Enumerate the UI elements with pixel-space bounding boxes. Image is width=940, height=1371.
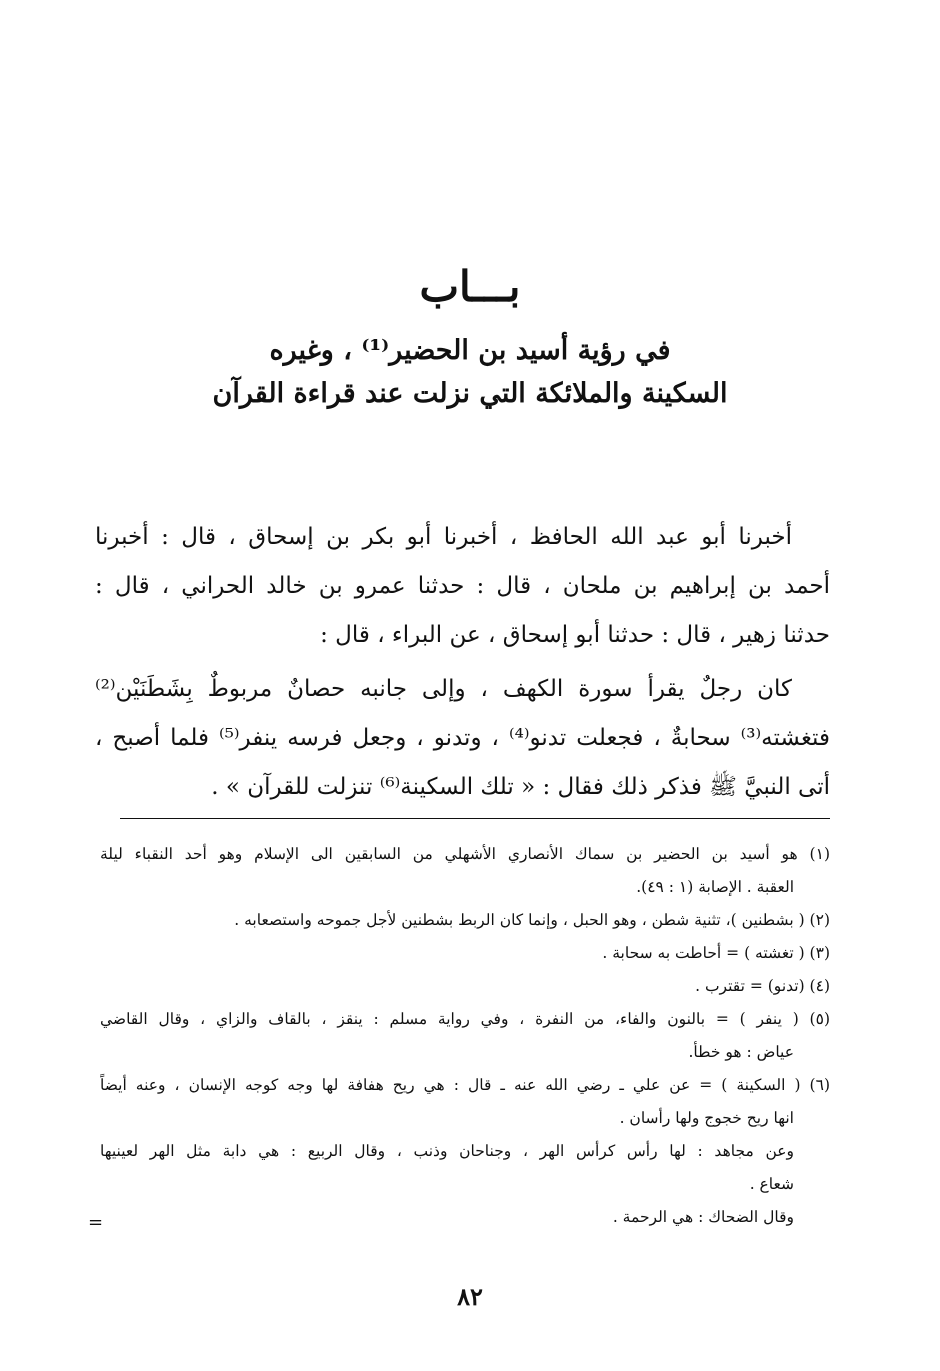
- footnote-3: (٣) ( تغشته ) = أحاطت به سحابة .: [602, 944, 830, 962]
- text-line: أخبرنا أبو عبد الله الحافظ ، أخبرنا أبو بكر بن إسحاق ، قال : أخبرنا: [95, 524, 792, 550]
- footnote-4: (٤) (تدنو) = تقترب .: [695, 977, 830, 995]
- chapter-title: بـــاب: [419, 262, 521, 311]
- isnad-paragraph: [95, 513, 830, 660]
- footnote-6-continuation: وقال الضحاك : هي الرحمة .: [612, 1208, 794, 1226]
- text-line: أتى النبيَّ ﷺ فذكر ذلك فقال : « تلك السكينة⁽⁶⁾ تنزلت للقرآن » .: [211, 774, 830, 800]
- page-number: ٨٢: [457, 1282, 483, 1311]
- hadith-paragraph: [95, 665, 830, 812]
- footnote-6-continuation: شعاع .: [749, 1175, 794, 1193]
- footnote-2: (٢) ( بشطنين )، تثنية شطن ، وهو الحبل ، وإنما كان الربط بشطنين لأجل جموحه واستصعابه .: [234, 911, 830, 929]
- footnote-5-continuation: عياض : هو خطأ.: [688, 1043, 794, 1061]
- footnote-divider: [120, 818, 830, 819]
- footnote-1-continuation: العقبة . الإصابة (١ : ٤٩).: [636, 878, 794, 896]
- footnote-6-continuation: انها ريح خجوج ولها رأسان .: [619, 1109, 794, 1127]
- chapter-subtitle-line-1: في رؤية أسيد بن الحضير⁽¹⁾ ، وغيره: [269, 335, 671, 366]
- footnote-5: (٥) ( ينفر ) = بالنون والفاء، من النفرة ، وفي رواية مسلم : ينقز ، بالقاف والزاي ، وقال القاضي: [100, 1010, 830, 1028]
- footnote-6-continuation: وعن مجاهد : لها رأس كرأس الهر ، وجناحان وذنب ، وقال الربيع : هي دابة مثل الهر لعينيها: [100, 1142, 794, 1160]
- text-line: أحمد بن إبراهيم بن ملحان ، قال : حدثنا عمرو بن خالد الحراني ، قال :: [95, 573, 830, 599]
- text-line: كان رجلٌ يقرأ سورة الكهف ، وإلى جانبه حصانٌ مربوطٌ بِشَطَنَيْن⁽²⁾: [95, 676, 792, 702]
- footnote-1: (١) هو أسيد بن الحضير بن سماك الأنصاري الأشهلي من السابقين الى الإسلام وهو أحد النقباء ليلة: [100, 845, 830, 863]
- text-line: فتغشته⁽³⁾ سحابةٌ ، فجعلت تدنو⁽⁴⁾ ، وتدنو ، وجعل فرسه ينفر⁽⁵⁾ فلما أصبح ،: [95, 725, 830, 751]
- continuation-mark: =: [88, 1212, 104, 1233]
- text-line: حدثنا زهير ، قال : حدثنا أبو إسحاق ، عن البراء ، قال :: [320, 622, 830, 648]
- footnote-6: (٦) ( السكينة ) = عن علي ـ رضي الله عنه ـ قال : هي ريح هفافة لها وجه كوجه الإنسان ، وعنه أيضاً: [100, 1076, 830, 1094]
- chapter-subtitle-line-2: السكينة والملائكة التي نزلت عند قراءة القرآن: [212, 378, 728, 409]
- footnotes: [100, 838, 830, 1234]
